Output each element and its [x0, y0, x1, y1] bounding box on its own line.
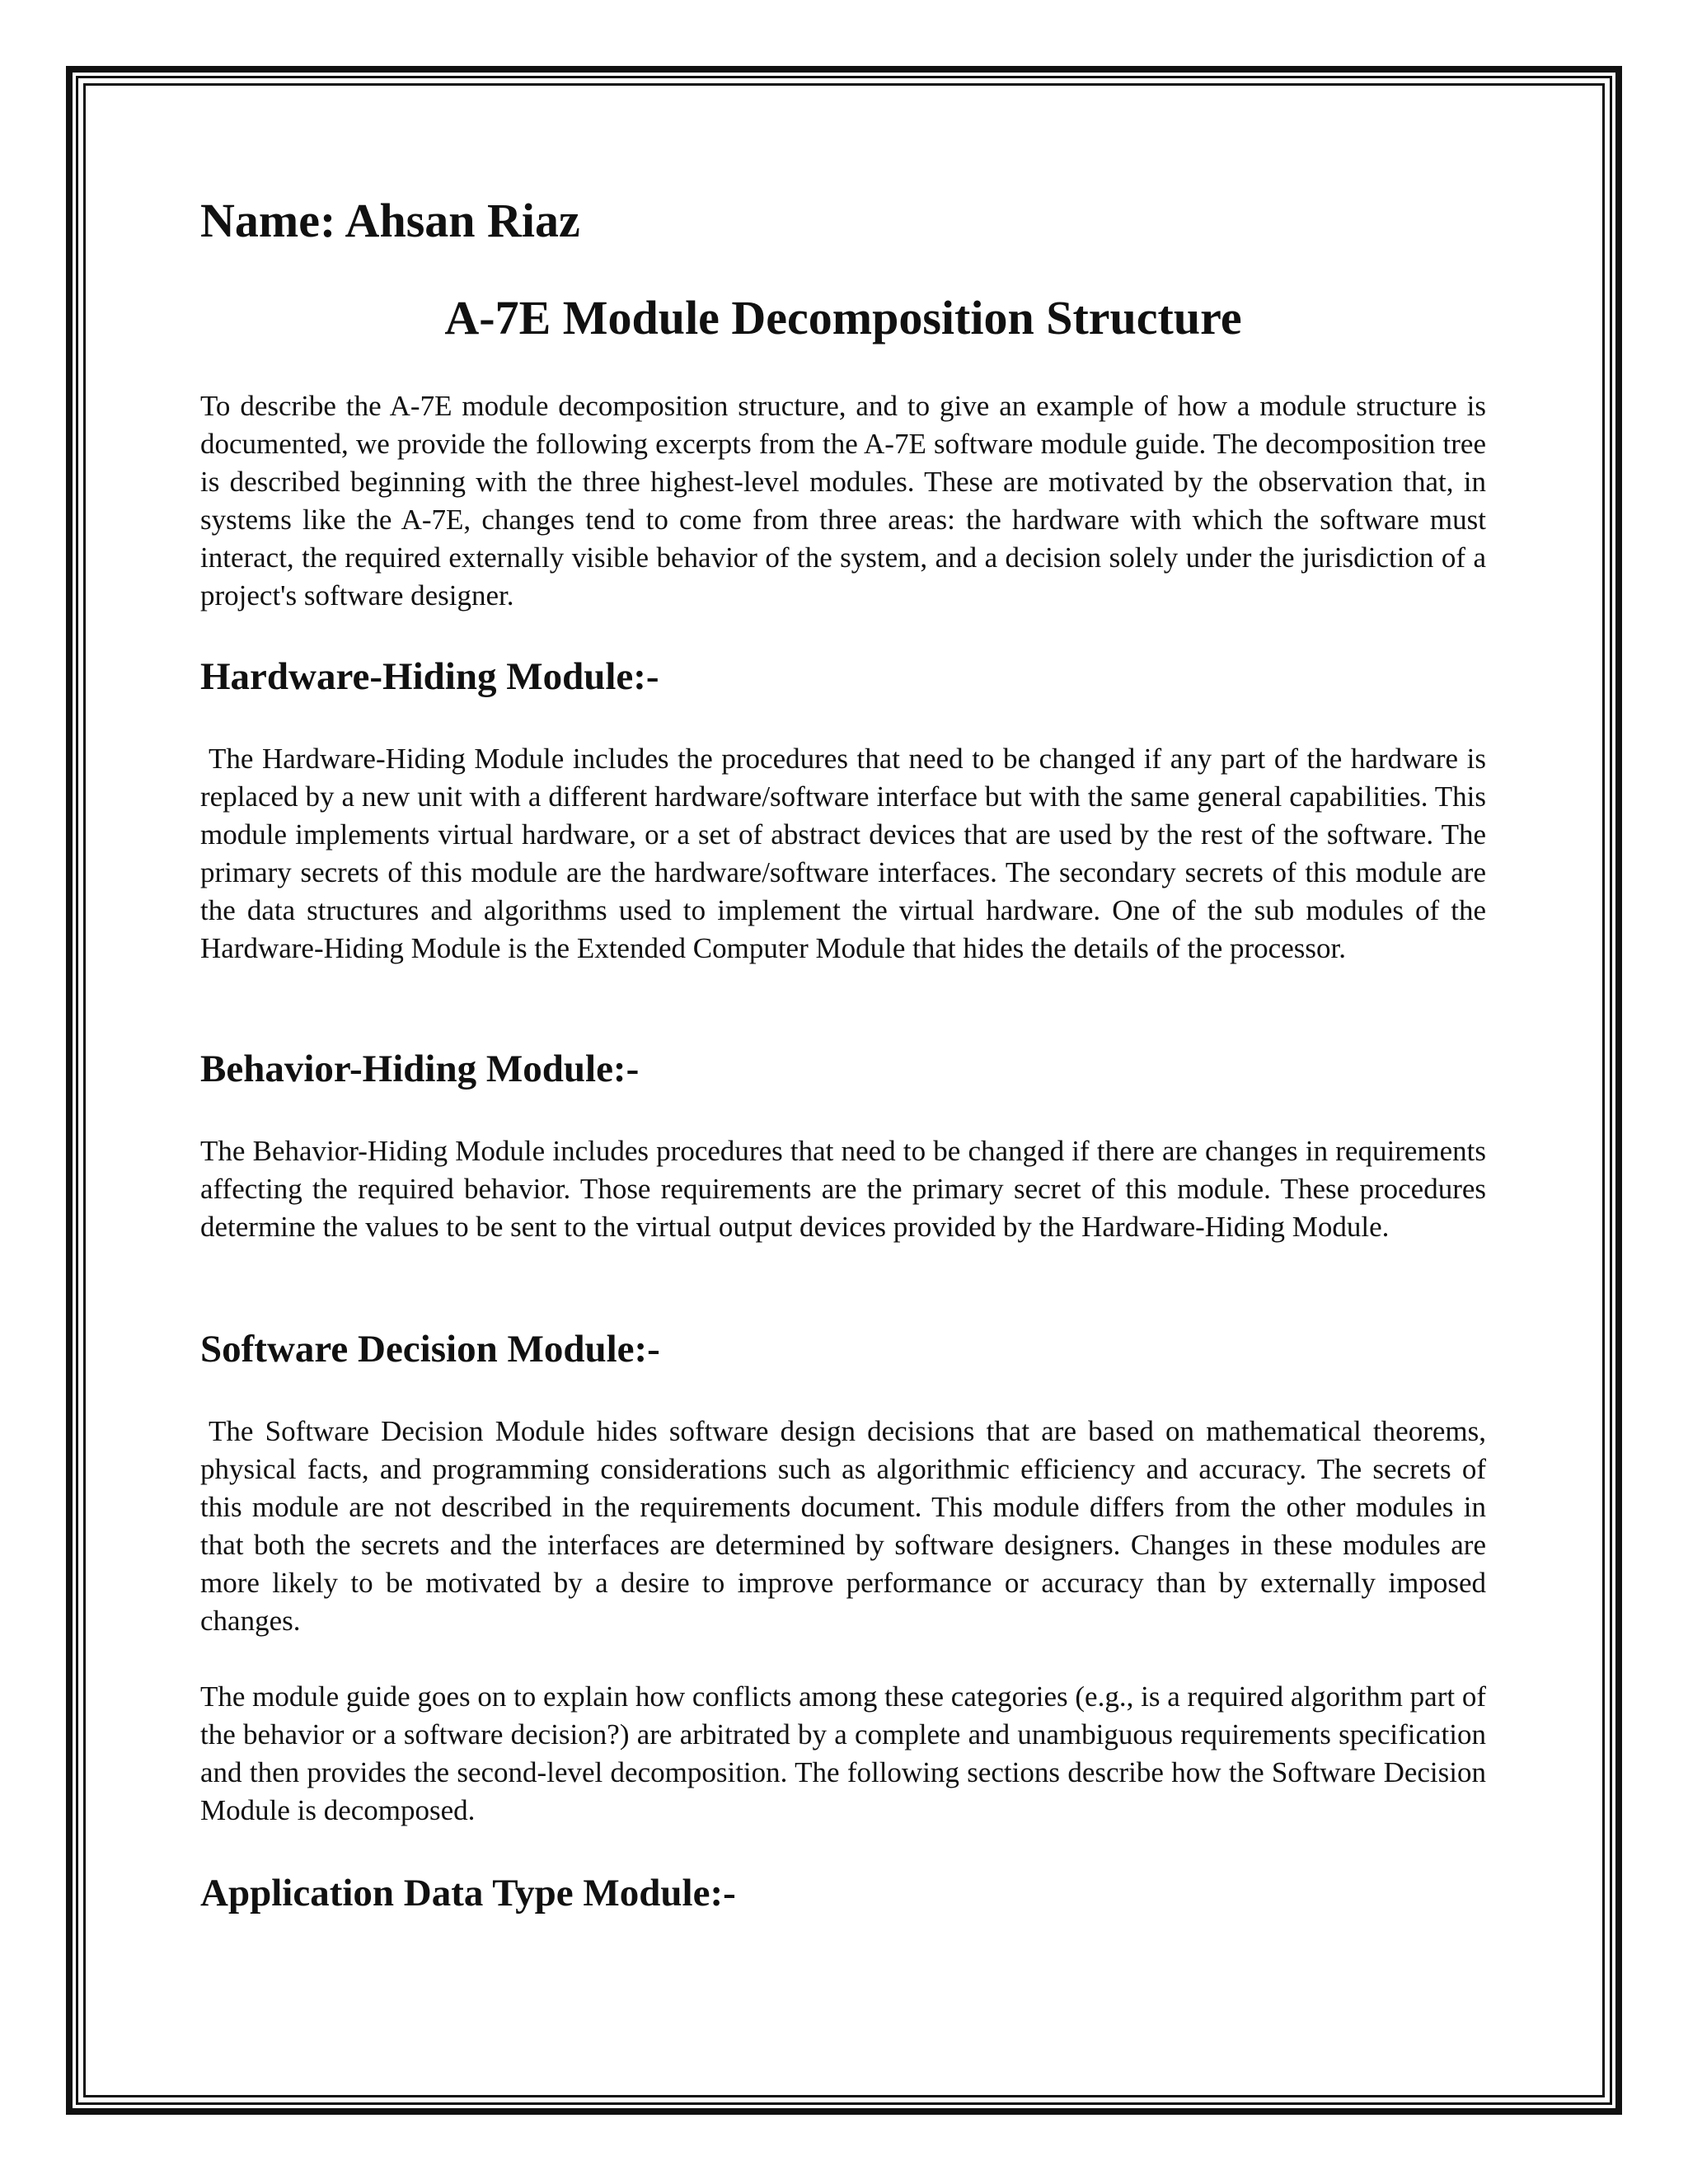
heading-behavior-hiding: Behavior-Hiding Module:-: [200, 1047, 640, 1090]
paragraph-hardware-hiding: The Hardware-Hiding Module includes the procedures that need to be changed if any part of the hardware is replaced by a new unit with a different hardware/software interface but with the same general capabilities. This module implements virtual hardware, or a set of abstract devices that are used by the rest of the software. The primary secrets of this module are the hardware/software interfaces. The secondary secrets of this module are the data structures and algorithms used to implement the virtual hardware. One of the sub modules of the Hardware-Hiding Module is the Extended Computer Module that hides the details of the processor.: [200, 743, 1486, 964]
heading-software-decision: Software Decision Module:-: [200, 1328, 660, 1371]
paragraph-software-decision: The Software Decision Module hides software design decisions that are based on mathematical theorems, physical facts, and programming considerations such as algorithmic efficiency and accuracy. The secrets of this module are not described in the requirements document. This module differs from the other modules in that both the secrets and the interfaces are determined by software designers. Changes in these modules are more likely to be motivated by a desire to improve performance or accuracy than by externally imposed changes.: [200, 1415, 1486, 1637]
heading-application-data-type: Application Data Type Module:-: [200, 1872, 736, 1915]
heading-hardware-hiding: Hardware-Hiding Module:-: [200, 655, 659, 698]
author-name: Name: Ahsan Riaz: [200, 194, 580, 247]
document-title: A-7E Module Decomposition Structure: [444, 291, 1242, 344]
paragraph-module-guide: The module guide goes on to explain how conflicts among these categories (e.g., is a required algorithm part of the behavior or a software decision?) are arbitrated by a complete and unambiguous requirements specification and then provides the second-level decomposition. The following sections describe how the Software Decision Module is decomposed.: [200, 1680, 1486, 1826]
paragraph-behavior-hiding: The Behavior-Hiding Module includes procedures that need to be changed if there are changes in requirements affecting the required behavior. Those requirements are the primary secret of this module. These procedures determine the values to be sent to the virtual output devices provided by the Hardware-Hiding Module.: [200, 1135, 1486, 1243]
intro-paragraph: To describe the A-7E module decomposition structure, and to give an example of how a module structure is documented, we provide the following excerpts from the A-7E software module guide. The decomposition tree is described beginning with the three highest-level modules. These are motivated by the observation that, in systems like the A-7E, changes tend to come from three areas: the hardware with which the software must interact, the required externally visible behavior of the system, and a decision solely under the jurisdiction of a project's software designer.: [200, 390, 1486, 612]
